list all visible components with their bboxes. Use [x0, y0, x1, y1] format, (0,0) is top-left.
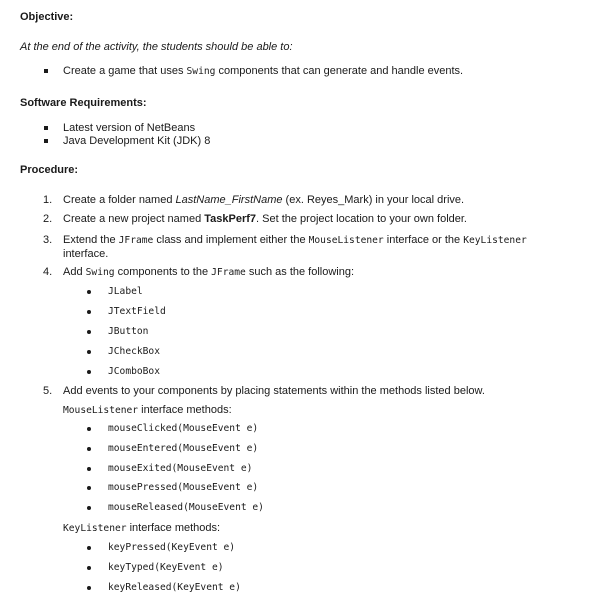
step-5: Add events to your components by placing statements within the methods listed below. — [63, 385, 485, 397]
bullet-icon — [87, 427, 91, 431]
list-item: mouseClicked(MouseEvent e) — [108, 423, 259, 434]
list-item: JComboBox — [108, 366, 160, 377]
code: Swing — [186, 66, 216, 77]
list-item: JButton — [108, 326, 149, 337]
bullet-icon — [87, 447, 91, 451]
step-number: 2. — [43, 213, 53, 225]
objective-intro: At the end of the activity, the students should be able to: — [20, 41, 293, 53]
objective-heading: Objective: — [20, 11, 74, 23]
list-item: mouseEntered(MouseEvent e) — [108, 442, 259, 454]
bullet-icon — [87, 546, 91, 550]
bullet-icon — [44, 139, 48, 143]
step-3 — [63, 233, 527, 248]
step-3-cont: interface. — [63, 248, 109, 260]
step-1 — [63, 193, 464, 207]
text: Add — [63, 266, 86, 278]
code: JFrame — [118, 235, 154, 246]
mouse-listener-label — [63, 403, 232, 418]
list-item: keyReleased(KeyEvent e) — [108, 582, 241, 593]
code: KeyListener — [463, 235, 527, 246]
step-number: 1. — [43, 194, 53, 206]
code: KeyListener — [63, 523, 127, 534]
procedure-heading: Procedure: — [20, 164, 79, 176]
text: TaskPerf7 — [204, 213, 257, 225]
list-item: keyPressed(KeyEvent e) — [108, 542, 236, 553]
list-item: mouseReleased(MouseEvent e) — [108, 502, 264, 514]
text: components to the — [114, 266, 212, 278]
bullet-icon — [87, 310, 91, 314]
key-listener-label — [63, 521, 220, 536]
list-item: mousePressed(MouseEvent e) — [108, 482, 259, 494]
list-item: keyTyped(KeyEvent e) — [108, 562, 224, 573]
text: components that can generate and handle events. — [215, 65, 464, 77]
bullet-icon — [87, 586, 91, 590]
list-item: JCheckBox — [108, 346, 160, 357]
code: Swing — [85, 267, 115, 278]
list-item: JTextField — [108, 306, 166, 317]
text: . Set the project location to your own folder. — [256, 213, 467, 225]
text: interface methods: — [138, 404, 232, 416]
text: Create a game that uses — [63, 65, 187, 77]
bullet-icon — [44, 69, 48, 73]
bullet-icon — [87, 467, 91, 471]
text: such as the following: — [245, 266, 355, 278]
objective-bullet — [63, 64, 463, 79]
text: Create a folder named — [63, 194, 176, 206]
text: (ex. Reyes_Mark) in your local drive. — [282, 194, 465, 206]
step-number: 5. — [43, 385, 53, 397]
bullet-icon — [87, 486, 91, 490]
software-heading: Software Requirements: — [20, 97, 147, 109]
text: LastName_FirstName — [175, 194, 283, 206]
bullet-icon — [87, 370, 91, 374]
bullet-icon — [44, 126, 48, 130]
software-item: Java Development Kit (JDK) 8 — [63, 135, 211, 147]
step-4 — [63, 265, 354, 280]
text: interface or the — [383, 234, 464, 246]
code: MouseListener — [308, 235, 384, 246]
bullet-icon — [87, 506, 91, 510]
text: class and implement either the — [153, 234, 309, 246]
text: Extend the — [63, 234, 119, 246]
list-item: mouseExited(MouseEvent e) — [108, 462, 253, 474]
list-item: JLabel — [108, 286, 143, 297]
step-number: 3. — [43, 234, 53, 246]
code: MouseListener — [63, 405, 139, 416]
bullet-icon — [87, 330, 91, 334]
software-item: Latest version of NetBeans — [63, 122, 196, 134]
text: Create a new project named — [63, 213, 205, 225]
step-2 — [63, 212, 467, 226]
step-number: 4. — [43, 266, 53, 278]
bullet-icon — [87, 566, 91, 570]
code: JFrame — [211, 267, 246, 278]
text: interface methods: — [126, 522, 221, 534]
bullet-icon — [87, 290, 91, 294]
bullet-icon — [87, 350, 91, 354]
